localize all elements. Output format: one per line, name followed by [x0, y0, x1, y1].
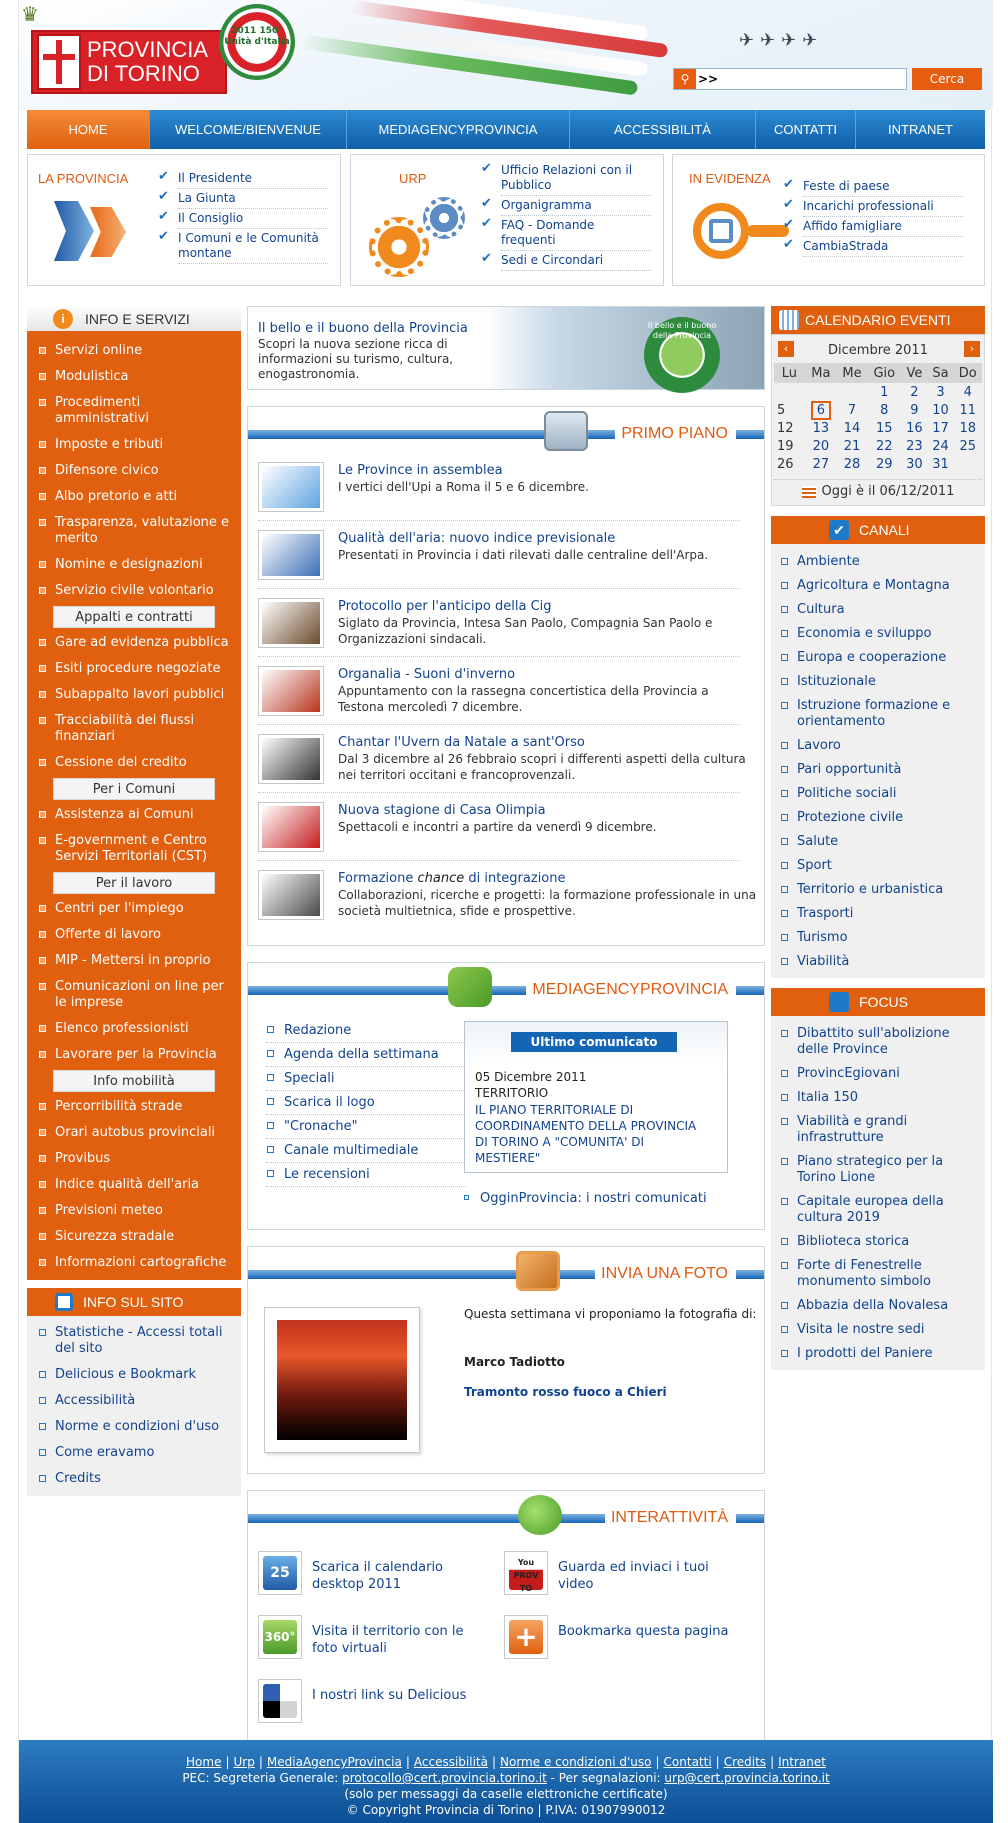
news-title[interactable]: Chantar l'Uvern da Natale a sant'Orso: [338, 735, 585, 750]
calendar-day[interactable]: 3: [936, 384, 945, 400]
weekday-header: Do: [954, 363, 982, 383]
calendar-day[interactable]: 2: [910, 384, 919, 400]
promo-banner[interactable]: [247, 306, 765, 390]
speech-bubble-icon: [518, 1495, 562, 1535]
news-title[interactable]: Protocollo per l'anticipo della Cig: [338, 599, 552, 614]
press-release-category: TERRITORIO: [475, 1086, 549, 1100]
menu-item[interactable]: Difensore civico: [27, 458, 241, 484]
calendar-empty: [954, 455, 982, 473]
canale-link[interactable]: Sport: [771, 854, 985, 878]
separator: |: [655, 1755, 660, 1769]
menu-item[interactable]: E-government e Centro Servizi Territoriali (CST): [27, 828, 241, 870]
section-title: INVIA UNA FOTO: [595, 1263, 736, 1285]
link-consiglio[interactable]: ✔ Il Consiglio: [178, 209, 328, 229]
focus-link[interactable]: Italia 150: [771, 1086, 985, 1110]
focus-header: [771, 988, 985, 1016]
weekday-header: Lu: [774, 363, 805, 383]
info-sito-header: [27, 1288, 241, 1316]
calendar-day[interactable]: 11: [959, 402, 977, 418]
weekday-header: Sa: [927, 363, 953, 383]
calendar-day[interactable]: 17: [932, 420, 949, 436]
box-title: LA PROVINCIA: [38, 171, 129, 186]
menu-item[interactable]: Centri per l'impiego: [27, 896, 241, 922]
focus-link[interactable]: Dibattito sull'abolizione delle Province: [771, 1022, 985, 1062]
news-title[interactable]: Nuova stagione di Casa Olimpia: [338, 803, 546, 818]
monitor-icon: [544, 411, 588, 451]
link-giunta[interactable]: ✔ La Giunta: [178, 189, 328, 209]
footer-links: [19, 1754, 993, 1770]
focus-link[interactable]: Piano strategico per la Torino Lione: [771, 1150, 985, 1190]
prev-month-icon[interactable]: ‹: [778, 341, 794, 357]
search-input[interactable]: [698, 70, 903, 88]
gears-icon: [369, 197, 469, 277]
calendar-week: [774, 419, 982, 437]
focus-link[interactable]: ProvincEgiovani: [771, 1062, 985, 1086]
footer-link[interactable]: Norme e condizioni d'uso: [500, 1755, 652, 1769]
canale-link[interactable]: Protezione civile: [771, 806, 985, 830]
calendar-empty: [774, 383, 805, 401]
calendar-today[interactable]: [805, 401, 837, 419]
calendar-day[interactable]: 28: [843, 456, 861, 472]
news-description: Dal 3 dicembre al 26 febbraio scopri i differenti aspetti della cultura nei territori occitani e francoprovenzali.: [338, 752, 746, 782]
media-link[interactable]: Speciali: [266, 1067, 466, 1091]
calendar-day[interactable]: 21: [843, 438, 861, 454]
canale-link[interactable]: Europa e cooperazione: [771, 646, 985, 670]
bookmark-plus-icon: +: [509, 1620, 543, 1654]
menu-item[interactable]: Esiti procedure negoziate: [27, 656, 241, 682]
promo-title: Il bello e il buono della Provincia: [258, 321, 468, 336]
news-description: Presentati in Provincia i dati rilevati dalle centraline dell'Arpa.: [338, 548, 709, 562]
pec-email-link[interactable]: protocollo@cert.provincia.torino.it: [342, 1771, 547, 1785]
photo-author: Marco Tadiotto: [464, 1355, 565, 1369]
link-incarichi[interactable]: ✔ Incarichi professionali: [803, 197, 963, 217]
nav-accessibilita[interactable]: ACCESSIBILITÀ: [570, 110, 756, 149]
latest-press-release: [464, 1021, 728, 1173]
calendar-week: [774, 401, 982, 419]
right-sidebar: [771, 306, 985, 1370]
calendar-day: 5: [777, 402, 786, 418]
news-image: [262, 670, 320, 712]
link-presidente[interactable]: ✔ Il Presidente: [178, 169, 328, 189]
news-description: Appuntamento con la rassegna concertistica della Provincia a Testona mercoledì 7 dicembre.: [338, 684, 709, 714]
focus-icon: [829, 992, 849, 1012]
mediagency-section: [247, 962, 765, 1230]
calendar-day[interactable]: 22: [876, 438, 893, 454]
news-description: I vertici dell'Upi a Roma il 5 e 6 dicembre.: [338, 480, 589, 494]
invia-foto-section: [247, 1246, 765, 1474]
main-content: [247, 306, 765, 1746]
events-calendar: [771, 334, 985, 506]
box-title: URP: [399, 171, 427, 186]
box-in-evidenza: [672, 154, 985, 286]
oggi-link[interactable]: OgginProvincia: i nostri comunicati: [464, 1191, 707, 1206]
news-thumbnail[interactable]: [258, 598, 324, 648]
menu-item[interactable]: Credits: [27, 1466, 241, 1492]
focus-link[interactable]: Forte di Fenestrelle monumento simbolo: [771, 1254, 985, 1294]
canale-link[interactable]: Istruzione formazione e orientamento: [771, 694, 985, 734]
calendar-day[interactable]: 4: [963, 384, 972, 400]
news-thumbnail[interactable]: [258, 666, 324, 716]
footer-copyright: © Copyright Provincia di Torino | P.IVA: 01907990012: [346, 1803, 666, 1817]
menu-item[interactable]: Modulistica: [27, 364, 241, 390]
section-title: FOCUS: [859, 994, 908, 1010]
focus-link[interactable]: Visita le nostre sedi: [771, 1318, 985, 1342]
search-icon: ⚲: [674, 69, 696, 89]
search-box: [673, 68, 907, 90]
news-title-emphasis: chance: [417, 871, 465, 886]
calendar-day[interactable]: 24: [932, 438, 949, 454]
press-release-headline[interactable]: IL PIANO TERRITORIALE DI COORDINAMENTO DELLA PROVINCIA DI TORINO A "COMUNITA' DI MESTIERE": [475, 1103, 697, 1165]
page-wrapper: [18, 0, 992, 1823]
news-description: Siglato da Provincia, Intesa San Paolo, Compagnia San Paolo e Organizzazioni sindacali.: [338, 616, 713, 646]
menu-item[interactable]: Norme e condizioni d'uso: [27, 1414, 241, 1440]
menu-item[interactable]: Elenco professionisti: [27, 1016, 241, 1042]
focus-link[interactable]: Abbazia della Novalesa: [771, 1294, 985, 1318]
calendar-icon: 25: [263, 1556, 297, 1590]
today-marker: 6: [811, 401, 831, 420]
footer-link[interactable]: Urp: [233, 1755, 255, 1769]
calendar-day[interactable]: 27: [812, 456, 830, 472]
calendar-day[interactable]: 23: [906, 438, 923, 454]
calendar-day: 26: [777, 456, 794, 472]
calendar-day[interactable]: 7: [847, 402, 857, 418]
menu-item[interactable]: Trasparenza, valutazione e merito: [27, 510, 241, 552]
menu-item[interactable]: Percorribilità strade: [27, 1094, 241, 1120]
menu-item[interactable]: MIP - Mettersi in proprio: [27, 948, 241, 974]
news-description: Spettacoli e incontri a partire da venerdì 9 dicembre.: [338, 820, 657, 834]
menu-item[interactable]: Tracciabilità dei flussi finanziari: [27, 708, 241, 750]
separator: |: [258, 1755, 263, 1769]
calendar-day[interactable]: 9: [910, 402, 919, 418]
menu-item[interactable]: Subappalto lavori pubblici: [27, 682, 241, 708]
news-image: [262, 874, 320, 916]
news-title[interactable]: Organalia - Suoni d'inverno: [338, 667, 516, 682]
canale-link[interactable]: Cultura: [771, 598, 985, 622]
news-image: [262, 534, 320, 576]
nav-mediagency[interactable]: MEDIAGENCYPROVINCIA: [347, 110, 570, 149]
news-list: [248, 453, 764, 929]
interattivita-section: INTERATTIVITÀ 25 Scarica il calendario desktop 2011 You PROV TO Guarda ed inviaci i tuoi video 360° Visita il territorio con le foto virtuali + Bookmarka questa pagina I nostri link su Delicious: [247, 1490, 765, 1746]
focus-menu: [771, 1016, 985, 1370]
calendar-week: [774, 455, 982, 473]
news-item: [258, 453, 740, 521]
menu-item[interactable]: Informazioni cartografiche: [27, 1250, 241, 1276]
link-sedi[interactable]: ✔ Sedi e Circondari: [501, 251, 651, 271]
weekday-header: Ve: [901, 363, 927, 383]
footer-pec: PEC: Segreteria Generale: protocollo@cert.provincia.torino.it - Per segnalazioni: urp@cert.provincia.torino.it: [182, 1771, 830, 1785]
canale-link[interactable]: Pari opportunità: [771, 758, 985, 782]
puzzle-icon: [448, 967, 492, 1007]
news-item: [258, 725, 746, 793]
calendar-day: 12: [777, 420, 794, 436]
weekday-header: Gio: [867, 363, 901, 383]
calendar-icon: [779, 310, 799, 330]
photo-caption[interactable]: Tramonto rosso fuoco a Chieri: [464, 1385, 667, 1399]
nav-intranet[interactable]: INTRANET: [888, 122, 953, 137]
calendar-week: [774, 437, 982, 455]
news-title[interactable]: Formazione chance di integrazione: [338, 871, 566, 886]
menu-item[interactable]: Come eravamo: [27, 1440, 241, 1466]
menu-item[interactable]: Albo pretorio e atti: [27, 484, 241, 510]
subheading: Per il lavoro: [53, 872, 215, 894]
focus-link[interactable]: Biblioteca storica: [771, 1230, 985, 1254]
section-title: CANALI: [859, 522, 910, 538]
nav-contatti[interactable]: CONTATTI: [756, 110, 856, 149]
link-feste[interactable]: ✔ Feste di paese: [803, 177, 963, 197]
news-thumbnail[interactable]: [258, 870, 324, 920]
footer-link[interactable]: MediaAgencyProvincia: [266, 1755, 402, 1769]
logo-line-1: PROVINCIA: [87, 37, 209, 62]
focus-link[interactable]: I prodotti del Paniere: [771, 1342, 985, 1366]
press-release-title: Ultimo comunicato: [511, 1032, 677, 1052]
section-title: INFO E SERVIZI: [85, 311, 190, 327]
calendar-day[interactable]: 16: [906, 420, 923, 436]
separator: |: [491, 1755, 497, 1769]
link-cambiastrada[interactable]: ✔ CambiaStrada: [803, 237, 963, 257]
today-label: Oggi è il 06/12/2011: [774, 479, 982, 499]
footer-link[interactable]: Credits: [723, 1755, 767, 1769]
calendar-day[interactable]: 10: [932, 402, 949, 418]
menu-item[interactable]: Lavorare per la Provincia: [27, 1042, 241, 1068]
box-urp: [350, 154, 664, 286]
focus-link[interactable]: Capitale europea della cultura 2019: [771, 1190, 985, 1230]
canale-link[interactable]: Economia e sviluppo: [771, 622, 985, 646]
calendar-day[interactable]: 18: [959, 420, 977, 436]
media-link[interactable]: Agenda della settimana: [266, 1043, 466, 1067]
info-servizi-menu: [27, 334, 241, 1280]
calendar-header: [771, 306, 985, 334]
delicious-icon: [263, 1684, 297, 1718]
link-ufficio-relazioni[interactable]: ✔ Ufficio Relazioni con il Pubblico: [501, 161, 651, 196]
urp-email-link[interactable]: urp@cert.provincia.torino.it: [664, 1771, 830, 1785]
calendar-small-icon: [802, 486, 816, 498]
menu-item[interactable]: Provibus: [27, 1146, 241, 1172]
header-banner: [19, 0, 993, 110]
arrows-icon: [54, 197, 130, 263]
calendar-day[interactable]: 14: [843, 420, 861, 436]
news-item: [258, 861, 757, 929]
calendar-day[interactable]: 13: [812, 420, 830, 436]
calendar-day[interactable]: 15: [876, 420, 893, 436]
weekday-header: Me: [837, 363, 867, 383]
search-button[interactable]: Cerca: [912, 68, 982, 90]
calendar-empty: [837, 383, 867, 401]
section-title: INTERATTIVITÀ: [605, 1507, 736, 1529]
province-logo[interactable]: [31, 30, 227, 94]
menu-item[interactable]: Nomine e designazioni: [27, 552, 241, 578]
info-servizi-header: [27, 306, 241, 334]
news-thumbnail[interactable]: [258, 530, 324, 580]
canale-link[interactable]: Turismo: [771, 926, 985, 950]
shield-icon: [37, 34, 81, 90]
link-affido[interactable]: ✔ Affido famigliare: [803, 217, 963, 237]
photo-intro: Questa settimana vi proponiamo la fotografia di:: [464, 1307, 757, 1321]
checkmark-icon: ✔: [829, 520, 849, 540]
calendar-day: 19: [777, 438, 794, 454]
news-thumbnail[interactable]: [258, 462, 324, 512]
canale-link[interactable]: Territorio e urbanistica: [771, 878, 985, 902]
promo-badge: Il bello e il buono della Provincia: [644, 317, 720, 393]
calendar-month: Dicembre 2011: [828, 343, 928, 358]
media-link[interactable]: "Cronache": [266, 1115, 466, 1139]
focus-link[interactable]: Viabilità e grandi infrastrutture: [771, 1110, 985, 1150]
menu-item[interactable]: Delicious e Bookmark: [27, 1362, 241, 1388]
subheading: Appalti e contratti: [53, 606, 215, 628]
menu-item[interactable]: Previsioni meteo: [27, 1198, 241, 1224]
menu-item[interactable]: Orari autobus provinciali: [27, 1120, 241, 1146]
calendar-day[interactable]: 30: [906, 456, 923, 472]
footer-note: (solo per messaggi da caselle elettroniche certificate): [344, 1787, 668, 1801]
calendar-day[interactable]: 20: [812, 438, 830, 454]
news-thumbnail[interactable]: [258, 802, 324, 852]
primo-piano-section: [247, 406, 765, 946]
footer-link[interactable]: Accessibilità: [413, 1755, 488, 1769]
promo-description: Scopri la nuova sezione ricca di informazioni su turismo, cultura, enogastronomia.: [258, 337, 454, 381]
canale-link[interactable]: Trasporti: [771, 902, 985, 926]
menu-item[interactable]: Servizi online: [27, 338, 241, 364]
canali-header: [771, 516, 985, 544]
canale-link[interactable]: Salute: [771, 830, 985, 854]
footer-link[interactable]: Home: [186, 1755, 222, 1769]
news-item: [258, 521, 740, 589]
canali-menu: [771, 544, 985, 978]
subheading: Per i Comuni: [53, 778, 215, 800]
calendar-day[interactable]: 1: [880, 384, 889, 400]
news-title[interactable]: Qualità dell'aria: nuovo indice previsionale: [338, 531, 616, 546]
menu-item[interactable]: Cessione del credito: [27, 750, 241, 776]
media-link[interactable]: Canale multimediale: [266, 1139, 466, 1163]
aircraft-formation-icon: ✈✈✈✈: [739, 30, 824, 51]
left-sidebar: [27, 306, 241, 1496]
bullet-icon: [464, 1195, 469, 1200]
link-comuni[interactable]: ✔ I Comuni e le Comunità montane: [178, 229, 328, 264]
menu-item[interactable]: Sicurezza stradale: [27, 1224, 241, 1250]
separator: |: [715, 1755, 720, 1769]
press-release-date: 05 Dicembre 2011: [475, 1070, 587, 1084]
magnifier-icon: [693, 203, 789, 263]
main-nav: [27, 110, 985, 149]
separator: |: [225, 1755, 230, 1769]
sunset-photo: [277, 1320, 407, 1440]
section-title: INFO SUL SITO: [83, 1294, 184, 1310]
logo-line-2: DI TORINO: [87, 61, 200, 86]
separator: |: [770, 1755, 775, 1769]
rosette-text: 2011 150° Unità d'Italia: [224, 26, 290, 47]
section-title: CALENDARIO EVENTI: [805, 312, 951, 328]
info-sito-menu: [27, 1316, 241, 1496]
news-title[interactable]: Le Province in assemblea: [338, 463, 503, 478]
news-image: [262, 738, 320, 780]
nav-welcome[interactable]: WELCOME/BIENVENUE: [150, 110, 347, 149]
footer-link[interactable]: Intranet: [778, 1755, 826, 1769]
nav-home[interactable]: HOME: [27, 110, 150, 149]
news-item: [258, 589, 740, 657]
news-item: [258, 657, 740, 725]
canale-link[interactable]: Lavoro: [771, 734, 985, 758]
calendar-empty: [805, 383, 837, 401]
footer: [19, 1740, 993, 1823]
media-link[interactable]: Scarica il logo: [266, 1091, 466, 1115]
menu-item[interactable]: Statistiche - Accessi totali del sito: [27, 1320, 241, 1362]
next-month-icon[interactable]: ›: [964, 341, 980, 357]
section-title: MEDIAGENCYPROVINCIA: [526, 979, 736, 1001]
calendar-grid: [774, 363, 982, 473]
calendar-week: [774, 383, 982, 401]
photo-thumbnail[interactable]: [264, 1307, 420, 1453]
info-icon: i: [53, 309, 73, 329]
canale-link[interactable]: Istituzionale: [771, 670, 985, 694]
crown-icon: ♛: [21, 2, 39, 26]
news-thumbnail[interactable]: [258, 734, 324, 784]
media-link[interactable]: Le recensioni: [266, 1163, 466, 1187]
menu-item[interactable]: Offerte di lavoro: [27, 922, 241, 948]
menu-item[interactable]: Gare ad evidenza pubblica: [27, 630, 241, 656]
canale-link[interactable]: Ambiente: [771, 550, 985, 574]
youtube-icon: You PROV TO: [509, 1556, 543, 1590]
separator: |: [405, 1755, 410, 1769]
camera-360-icon: 360°: [263, 1620, 297, 1654]
italy-150-rosette: [219, 4, 295, 80]
box-la-provincia: [27, 154, 341, 286]
footer-link[interactable]: Contatti: [663, 1755, 712, 1769]
link-organigramma[interactable]: ✔ Organigramma: [501, 196, 651, 216]
news-image: [262, 466, 320, 508]
canale-link[interactable]: Politiche sociali: [771, 782, 985, 806]
calendar-day[interactable]: 8: [880, 402, 889, 418]
site-info-icon: [55, 1293, 73, 1311]
photo-frame-icon: [516, 1251, 560, 1291]
menu-item[interactable]: Servizio civile volontario: [27, 578, 241, 604]
weekday-header: Ma: [805, 363, 837, 383]
canale-link[interactable]: Viabilità: [771, 950, 985, 974]
calendar-day[interactable]: 25: [959, 438, 977, 454]
menu-item[interactable]: Imposte e tributi: [27, 432, 241, 458]
section-title: PRIMO PIANO: [615, 423, 736, 445]
box-title: IN EVIDENZA: [689, 171, 771, 186]
menu-item[interactable]: Assistenza ai Comuni: [27, 802, 241, 828]
calendar-day[interactable]: 29: [876, 456, 893, 472]
news-image: [262, 806, 320, 848]
canale-link[interactable]: Agricoltura e Montagna: [771, 574, 985, 598]
news-image: [262, 602, 320, 644]
calendar-day[interactable]: 31: [932, 456, 949, 472]
media-links: [266, 1019, 466, 1187]
media-link[interactable]: Redazione: [266, 1019, 466, 1043]
menu-item[interactable]: Indice qualità dell'aria: [27, 1172, 241, 1198]
news-item: [258, 793, 740, 861]
subheading: Info mobilità: [53, 1070, 215, 1092]
menu-item[interactable]: Accessibilità: [27, 1388, 241, 1414]
news-description: Collaborazioni, ricerche e progetti: la formazione professionale in una società multietnica, sfide e prospettive.: [338, 888, 757, 918]
link-faq[interactable]: ✔ FAQ - Domande frequenti: [501, 216, 651, 251]
menu-item[interactable]: Comunicazioni on line per le imprese: [27, 974, 241, 1016]
menu-item[interactable]: Procedimenti amministrativi: [27, 390, 241, 432]
